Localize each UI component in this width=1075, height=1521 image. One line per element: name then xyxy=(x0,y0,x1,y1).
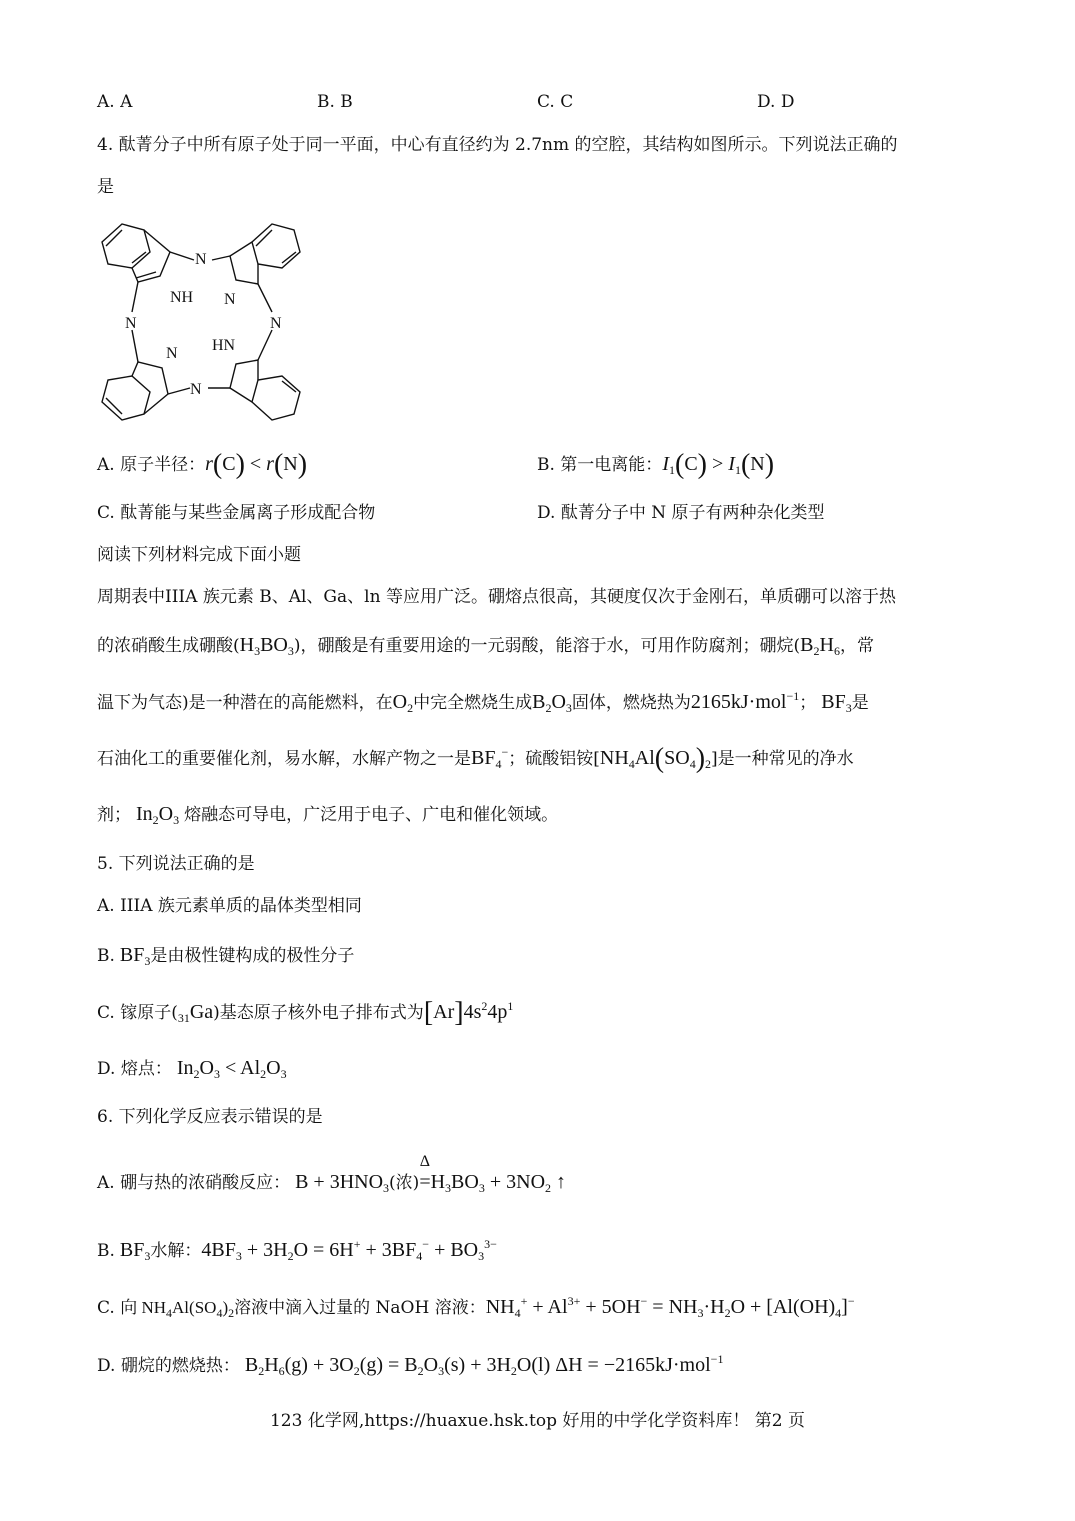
material-p3: 温下为气态)是一种潜在的高能燃料，在$O_2$中完全燃烧生成$B_2O_3$固体，燃烧热为2165kJ·mol$^{-1}$； $BF_3$是 xyxy=(97,689,869,715)
q6-option-c: C. 向 $NH_4Al(SO_4)_2$溶液中滴入过量的 NaOH 溶液：$NH_4^+ + Al^{3+} + 5OH^- = NH_3\cdot H_2O + [Al(OH)_4]^-$ xyxy=(97,1294,855,1320)
phthalocyanine-structure xyxy=(92,212,312,432)
atom-n-left: N xyxy=(125,315,137,332)
q5-option-a: A. IIIA 族元素单质的晶体类型相同 xyxy=(97,896,362,916)
q6-option-d: D. 硼烷的燃烧热： $B_2H_6(g) + 3O_2(g) = B_2O_3(s) + 3H_2O(l) \Delta H = -2165kJ\cdot mol^{-1}$ xyxy=(97,1352,724,1378)
atom-n-bottom: N xyxy=(190,381,202,398)
q4-option-c: C. 酞菁能与某些金属离子形成配合物 xyxy=(97,503,376,523)
q3-option-a: A. A xyxy=(97,92,133,112)
atom-n-ring-top: N xyxy=(224,291,236,308)
atom-nh: NH xyxy=(170,289,194,306)
q4-option-a: A. 原子半径：r(C) < r(N) xyxy=(97,449,308,480)
material-heading: 阅读下列材料完成下面小题 xyxy=(97,545,301,565)
material-p2: 的浓硝酸生成硼酸$(H_3BO_3)$，硼酸是有重要用途的一元弱酸，能溶于水，可用作防腐剂；硼烷($B_2H_6$，常 xyxy=(97,634,874,658)
atom-n-ring-bottom: N xyxy=(166,345,178,362)
q6-option-a: A. 硼与热的浓硝酸反应： $B + 3HNO_3$(浓)= Δ $H_3BO_3 + 3NO_2$ ↑ xyxy=(97,1153,567,1195)
q5-stem: 5. 下列说法正确的是 xyxy=(97,854,255,874)
material-p5: 剂； $In_2O_3$ 熔融态可导电，广泛用于电子、广电和催化领域。 xyxy=(97,803,559,827)
material-p4: 石油化工的重要催化剂，易水解，水解产物之一是$BF_4^-$；硫酸铝铵$[NH_4Al(SO_4)_2]$是一种常见的净水 xyxy=(97,743,854,774)
q4-option-d: D. 酞菁分子中 N 原子有两种杂化类型 xyxy=(537,503,825,523)
q3-option-c: C. C xyxy=(537,92,574,112)
page-footer: 123 化学网,https://huaxue.hsk.top 好用的中学化学资料库！ 第2 页 xyxy=(269,1411,806,1431)
q4-stem-line2: 是 xyxy=(97,177,114,197)
q4-stem-line1: 4. 酞菁分子中所有原子处于同一平面，中心有直径约为 2.7nm 的空腔，其结构如图所示。下列说法正确的 xyxy=(97,135,898,155)
atom-n-top: N xyxy=(195,251,207,268)
q4-option-b-label: B. 第一电离能： xyxy=(537,455,663,475)
q5-option-b: B. $BF_3$是由极性键构成的极性分子 xyxy=(97,944,355,968)
q4-option-a-label: A. 原子半径： xyxy=(97,455,206,475)
material-p1: 周期表中IIIA 族元素 B、Al、Ga、ln 等应用广泛。硼熔点很高，其硬度仅次于金刚石，单质硼可以溶于热 xyxy=(97,587,896,607)
q5-option-c: C. 镓原子$(_{31}Ga)$基态原子核外电子排布式为$[Ar]4s^24p^1$ xyxy=(97,997,514,1028)
atom-hn: HN xyxy=(212,337,236,354)
q3-option-b: B. B xyxy=(317,92,353,112)
q3-option-d: D. D xyxy=(757,92,795,112)
q5-option-d: D. 熔点： $In_2O_3 < Al_2O_3$ xyxy=(97,1057,287,1081)
atom-n-right: N xyxy=(270,315,282,332)
q6-stem: 6. 下列化学反应表示错误的是 xyxy=(97,1107,323,1127)
q6-option-b: B. $BF_3$水解：$4BF_3 + 3H_2O = 6H^+ + 3BF_4^- + BO_3^{3-}$ xyxy=(97,1237,497,1263)
q4-option-b: B. 第一电离能：$I_1(C) > I_1(N)$ xyxy=(537,449,775,480)
